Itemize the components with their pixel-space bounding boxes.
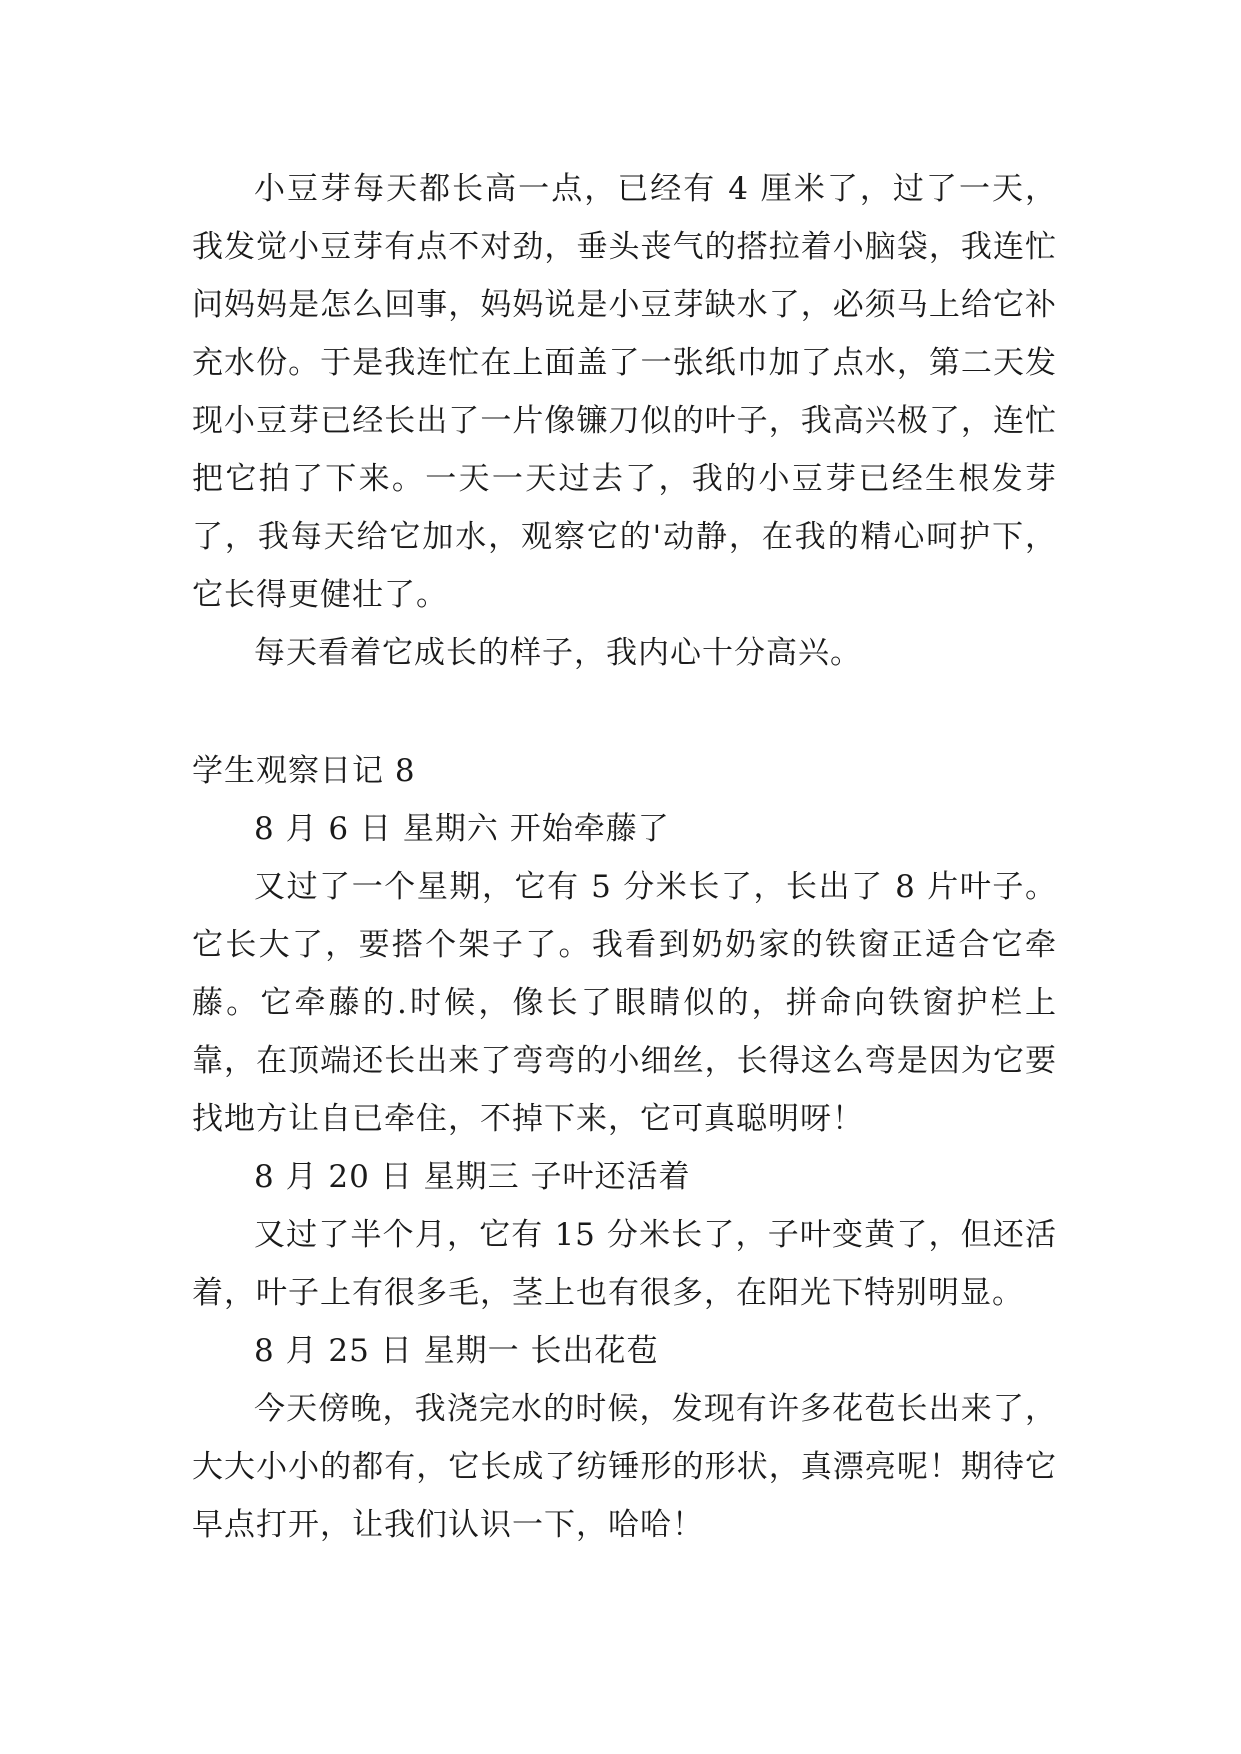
entry-date-line: 8 月 6 日 星期六 开始牵藤了 (254, 811, 670, 847)
entry-date-line: 8 月 25 日 星期一 长出花苞 (254, 1333, 659, 1369)
entry-text: 今天傍晚，我浇完水的时候，发现有许多花苞长出来了，大大小小的都有，它长成了纺锤形的形状，真漂亮呢！期待它早点打开，让我们认识一下，哈哈！ (192, 1391, 1057, 1543)
paragraph: 每天看着它成长的样子，我内心十分高兴。 (254, 635, 862, 671)
diary-title: 学生观察日记 8 (192, 753, 416, 789)
entry-date-line: 8 月 20 日 星期三 子叶还活着 (254, 1159, 691, 1195)
section-gap (192, 682, 1057, 742)
entry-text: 又过了半个月，它有 15 分米长了，子叶变黄了，但还活着，叶子上有很多毛，茎上也有很多，在阳光下特别明显。 (192, 1217, 1057, 1311)
entry-text: 又过了一个星期，它有 5 分米长了，长出了 8 片叶子。它长大了，要搭个架子了。我看到奶奶家的铁窗正适合它牵藤。它牵藤的.时候，像长了眼睛似的，拼命向铁窗护栏上靠，在顶端还长出来了弯弯的小细丝，长得这么弯是因为它要找地方让自已牵住，不掉下来，它可真聪明呀！ (192, 869, 1057, 1137)
paragraph: 小豆芽每天都长高一点，已经有 4 厘米了，过了一天，我发觉小豆芽有点不对劲，垂头丧气的搭拉着小脑袋，我连忙问妈妈是怎么回事，妈妈说是小豆芽缺水了，必须马上给它补充水份。于是我连忙在上面盖了一张纸巾加了点水，第二天发现小豆芽已经长出了一片像镰刀似的叶子，我高兴极了，连忙把它拍了下来。一天一天过去了，我的小豆芽已经生根发芽了，我每天给它加水，观察它的'动静，在我的精心呵护下，它长得更健壮了。 (192, 171, 1057, 613)
document-body (192, 160, 1057, 1554)
